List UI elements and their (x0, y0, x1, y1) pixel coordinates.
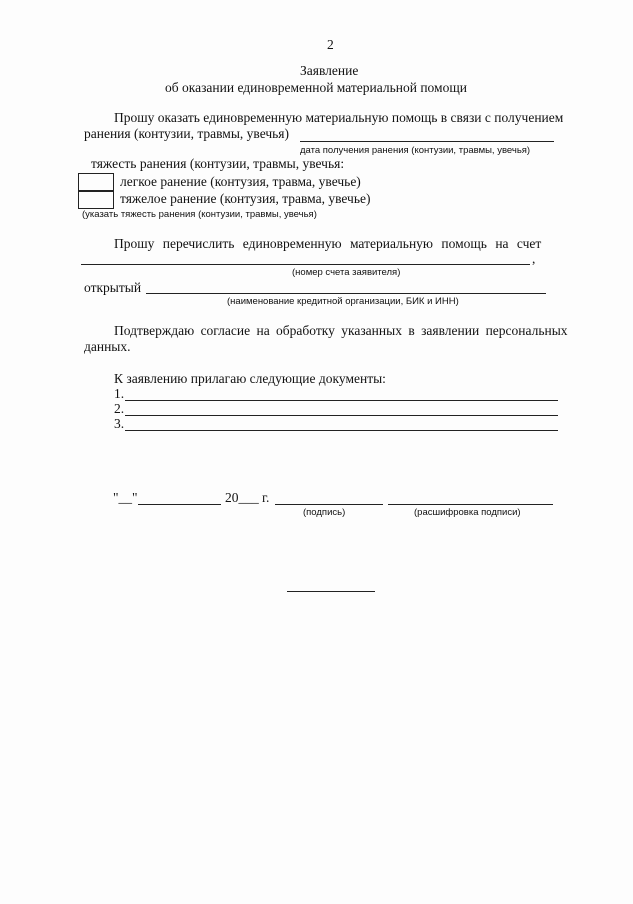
document-subtitle: об оказании единовременной материальной помощи (165, 80, 467, 95)
consent-line-2: данных. (84, 339, 131, 354)
account-comma: , (532, 251, 536, 266)
severity-label: тяжесть ранения (контузии, травмы, увечья: (91, 156, 345, 171)
attachment-number-3: 3. (114, 416, 125, 431)
injury-date-line (300, 141, 554, 142)
account-number-caption: (номер счета заявителя) (292, 267, 401, 278)
transfer-text: Прошу перечислить единовременную материальную помощь на счет (114, 236, 542, 251)
signature-line (275, 504, 383, 505)
page-number: 2 (327, 37, 334, 52)
attachment-number-2: 2. (114, 401, 125, 416)
injury-date-caption: дата получения ранения (контузии, травмы, увечья) (300, 145, 531, 156)
severity-caption: (указать тяжесть ранения (контузии, травмы, увечья) (82, 209, 317, 220)
attachment-number-1: 1. (114, 386, 125, 401)
light-injury-label: легкое ранение (контузия, травма, увечье) (120, 174, 361, 189)
signature-decoding-caption: (расшифровка подписи) (414, 507, 521, 518)
date-month-line (138, 504, 221, 505)
attachments-header: К заявлению прилагаю следующие документы: (114, 371, 386, 386)
consent-line-1: Подтверждаю согласие на обработку указанных в заявлении персональных (114, 323, 568, 338)
document-title: Заявление (300, 63, 359, 78)
request-line-1: Прошу оказать единовременную материальную помощь в связи с получением (114, 110, 564, 125)
closing-separator (287, 591, 375, 592)
signature-caption: (подпись) (303, 507, 346, 518)
bank-name-line (146, 293, 546, 294)
date-year: 20___ (225, 490, 259, 505)
request-line-2: ранения (контузии, травмы, увечья) (84, 126, 290, 141)
date-year-suffix: г. (262, 490, 270, 505)
attachment-line-2 (125, 415, 558, 416)
severe-injury-checkbox[interactable] (78, 190, 114, 209)
attachment-line-1 (125, 400, 558, 401)
signature-decoding-line (388, 504, 553, 505)
date-day: "__" (113, 490, 138, 505)
severe-injury-label: тяжелое ранение (контузия, травма, увечье) (120, 191, 371, 206)
account-number-line (81, 264, 530, 265)
bank-name-caption: (наименование кредитной организации, БИК и ИНН) (227, 296, 459, 307)
attachment-line-3 (125, 430, 558, 431)
opened-label: открытый (84, 280, 142, 295)
